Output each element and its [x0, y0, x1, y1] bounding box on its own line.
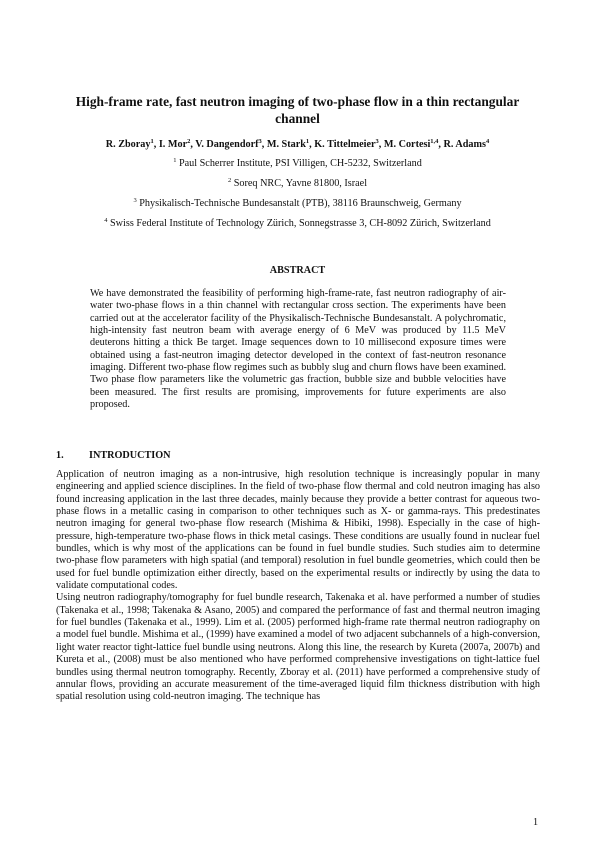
affiliation-text: Physikalisch-Technische Bundesanstalt (PTB), 38116 Braunschweig, Germany	[139, 198, 462, 209]
affiliation	[30, 177, 565, 190]
author-affiliation-mark: 4	[485, 138, 490, 145]
affiliation-number: 2	[227, 177, 232, 184]
body-paragraph: Application of neutron imaging as a non-intrusive, high resolution technique is increasingly popular in many engineering and applied science disciplines. In the field of two-phase flow thermal and cold neutron imaging has also found increasing application in the last three decades, mainly because they provide a better contrast for aqueous two-phase flows in a metallic casing in comparison to other techniques such as X- or gamma-rays. This predestinates neutron imaging for general two-phase flow research (Mishima & Hibiki, 1998). Especially in the case of high-pressure, high-temperature two-phase flows in thick metal casings. These conditions are usually found in nuclear fuel bundles, which is why most of the applications can be found in fuel bundle studies. Such studies aim to determine two-phase flow parameters with high spatial (and temporal) resolution in fuel bundle geometries, which could then be used for fuel bundle optimization either directly, based on the experimental results or indirectly by using the data to validate computational codes.	[56, 469, 540, 592]
author-name: K. Tittelmeier	[314, 139, 376, 150]
section-title: INTRODUCTION	[89, 450, 171, 461]
author-affiliation-mark: 1	[305, 138, 310, 145]
author-affiliation-mark: 3	[375, 138, 379, 145]
author-name: M. Stark	[266, 139, 306, 150]
abstract-heading: ABSTRACT	[269, 265, 326, 276]
paper-title: High-frame rate, fast neutron imaging of two-phase flow in a thin rectangular channel	[75, 94, 520, 126]
affiliation-number: 4	[104, 217, 108, 224]
author-name: R. Adams	[443, 139, 486, 150]
author-affiliation-mark: 1,4	[430, 138, 439, 145]
affiliation-text: Swiss Federal Institute of Technology Zürich, Sonnegstrasse 3, CH-8092 Zürich, Switzerland	[110, 218, 491, 229]
affiliation	[30, 157, 565, 170]
author-affiliation-mark: 2	[187, 138, 191, 145]
affiliation-number: 3	[133, 197, 137, 204]
affiliation-text: Soreq NRC, Yavne 81800, Israel	[233, 178, 368, 189]
section-heading	[56, 450, 171, 461]
abstract-text: We have demonstrated the feasibility of performing high-frame-rate, fast neutron radiography of air-water two-phase flows in a thin channel with rectangular cross section. The experiments have been carried out at the accelerator facility of the Physikalisch-Technische Bundesanstalt. A polychromatic, high-intensity fast neutron beam with average energy of 6 MeV was produced by 11.5 MeV deuterons hitting a thick Be target. Image sequences down to 10 millisecond exposure times were obtained using a fast-neutron imaging detector developed in the context of fast-neutron resonance imaging. Different two-phase flow regimes such as bubbly slug and churn flows have been examined. Two phase flow parameters like the volumetric gas fraction, bubble size and bubble velocities have been measured. The first results are promising, improvements for future experiments are also proposed.	[90, 288, 506, 411]
author-name: I. Mor	[158, 139, 188, 150]
author-name: M. Cortesi	[383, 139, 431, 150]
affiliation	[30, 197, 565, 210]
body-paragraph: Using neutron radiography/tomography for fuel bundle research, Takenaka et al. have performed a number of studies (Takenaka et al., 1998; Takenaka & Asano, 2005) and compared the performance of fast and thermal neutron imaging for fuel bundles (Takenaka et al., 1999). Lim et al. (2005) performed high-frame rate thermal neutron radiography on a model fuel bundle. Mishima et al., (1999) have examined a model of two adjacent subchannels of a high-conversion, light water reactor tight-lattice fuel bundle using neutrons. Along this line, the research by Kureta (2007a, 2007b) and Kureta et al., (2008) must be also mentioned who have performed comprehensive investigations on tight-lattice fuel bundles using thermal neutron tomography. Recently, Zboray et al. (2011) have performed a comprehensive study of annular flows, providing an accurate measurement of the time-averaged liquid film thickness distribution with high spatial resolution using cold-neutron imaging. The technique has	[56, 592, 540, 703]
affiliation	[30, 217, 565, 230]
author-affiliation-mark: 3	[258, 138, 262, 145]
author-name: R. Zboray	[105, 139, 151, 150]
page-number: 1	[533, 817, 539, 828]
affiliation-list	[30, 157, 565, 237]
author-affiliation-mark: 1	[150, 138, 154, 145]
section-number: 1.	[56, 450, 64, 461]
author-name: V. Dangendorf	[195, 139, 259, 150]
affiliation-number: 1	[173, 157, 177, 164]
affiliation-text: Paul Scherrer Institute, PSI Villigen, CH-5232, Switzerland	[178, 158, 422, 169]
body-text	[56, 469, 540, 704]
author-list: R. Zboray$^1$, I. Mor$^2$, V. Dangendorf$^3$, M. Stark$^1$, K. Tittelmeier$^3$, M. Cortesi$^{1,4}$, R. Adams$^4$	[105, 138, 490, 150]
